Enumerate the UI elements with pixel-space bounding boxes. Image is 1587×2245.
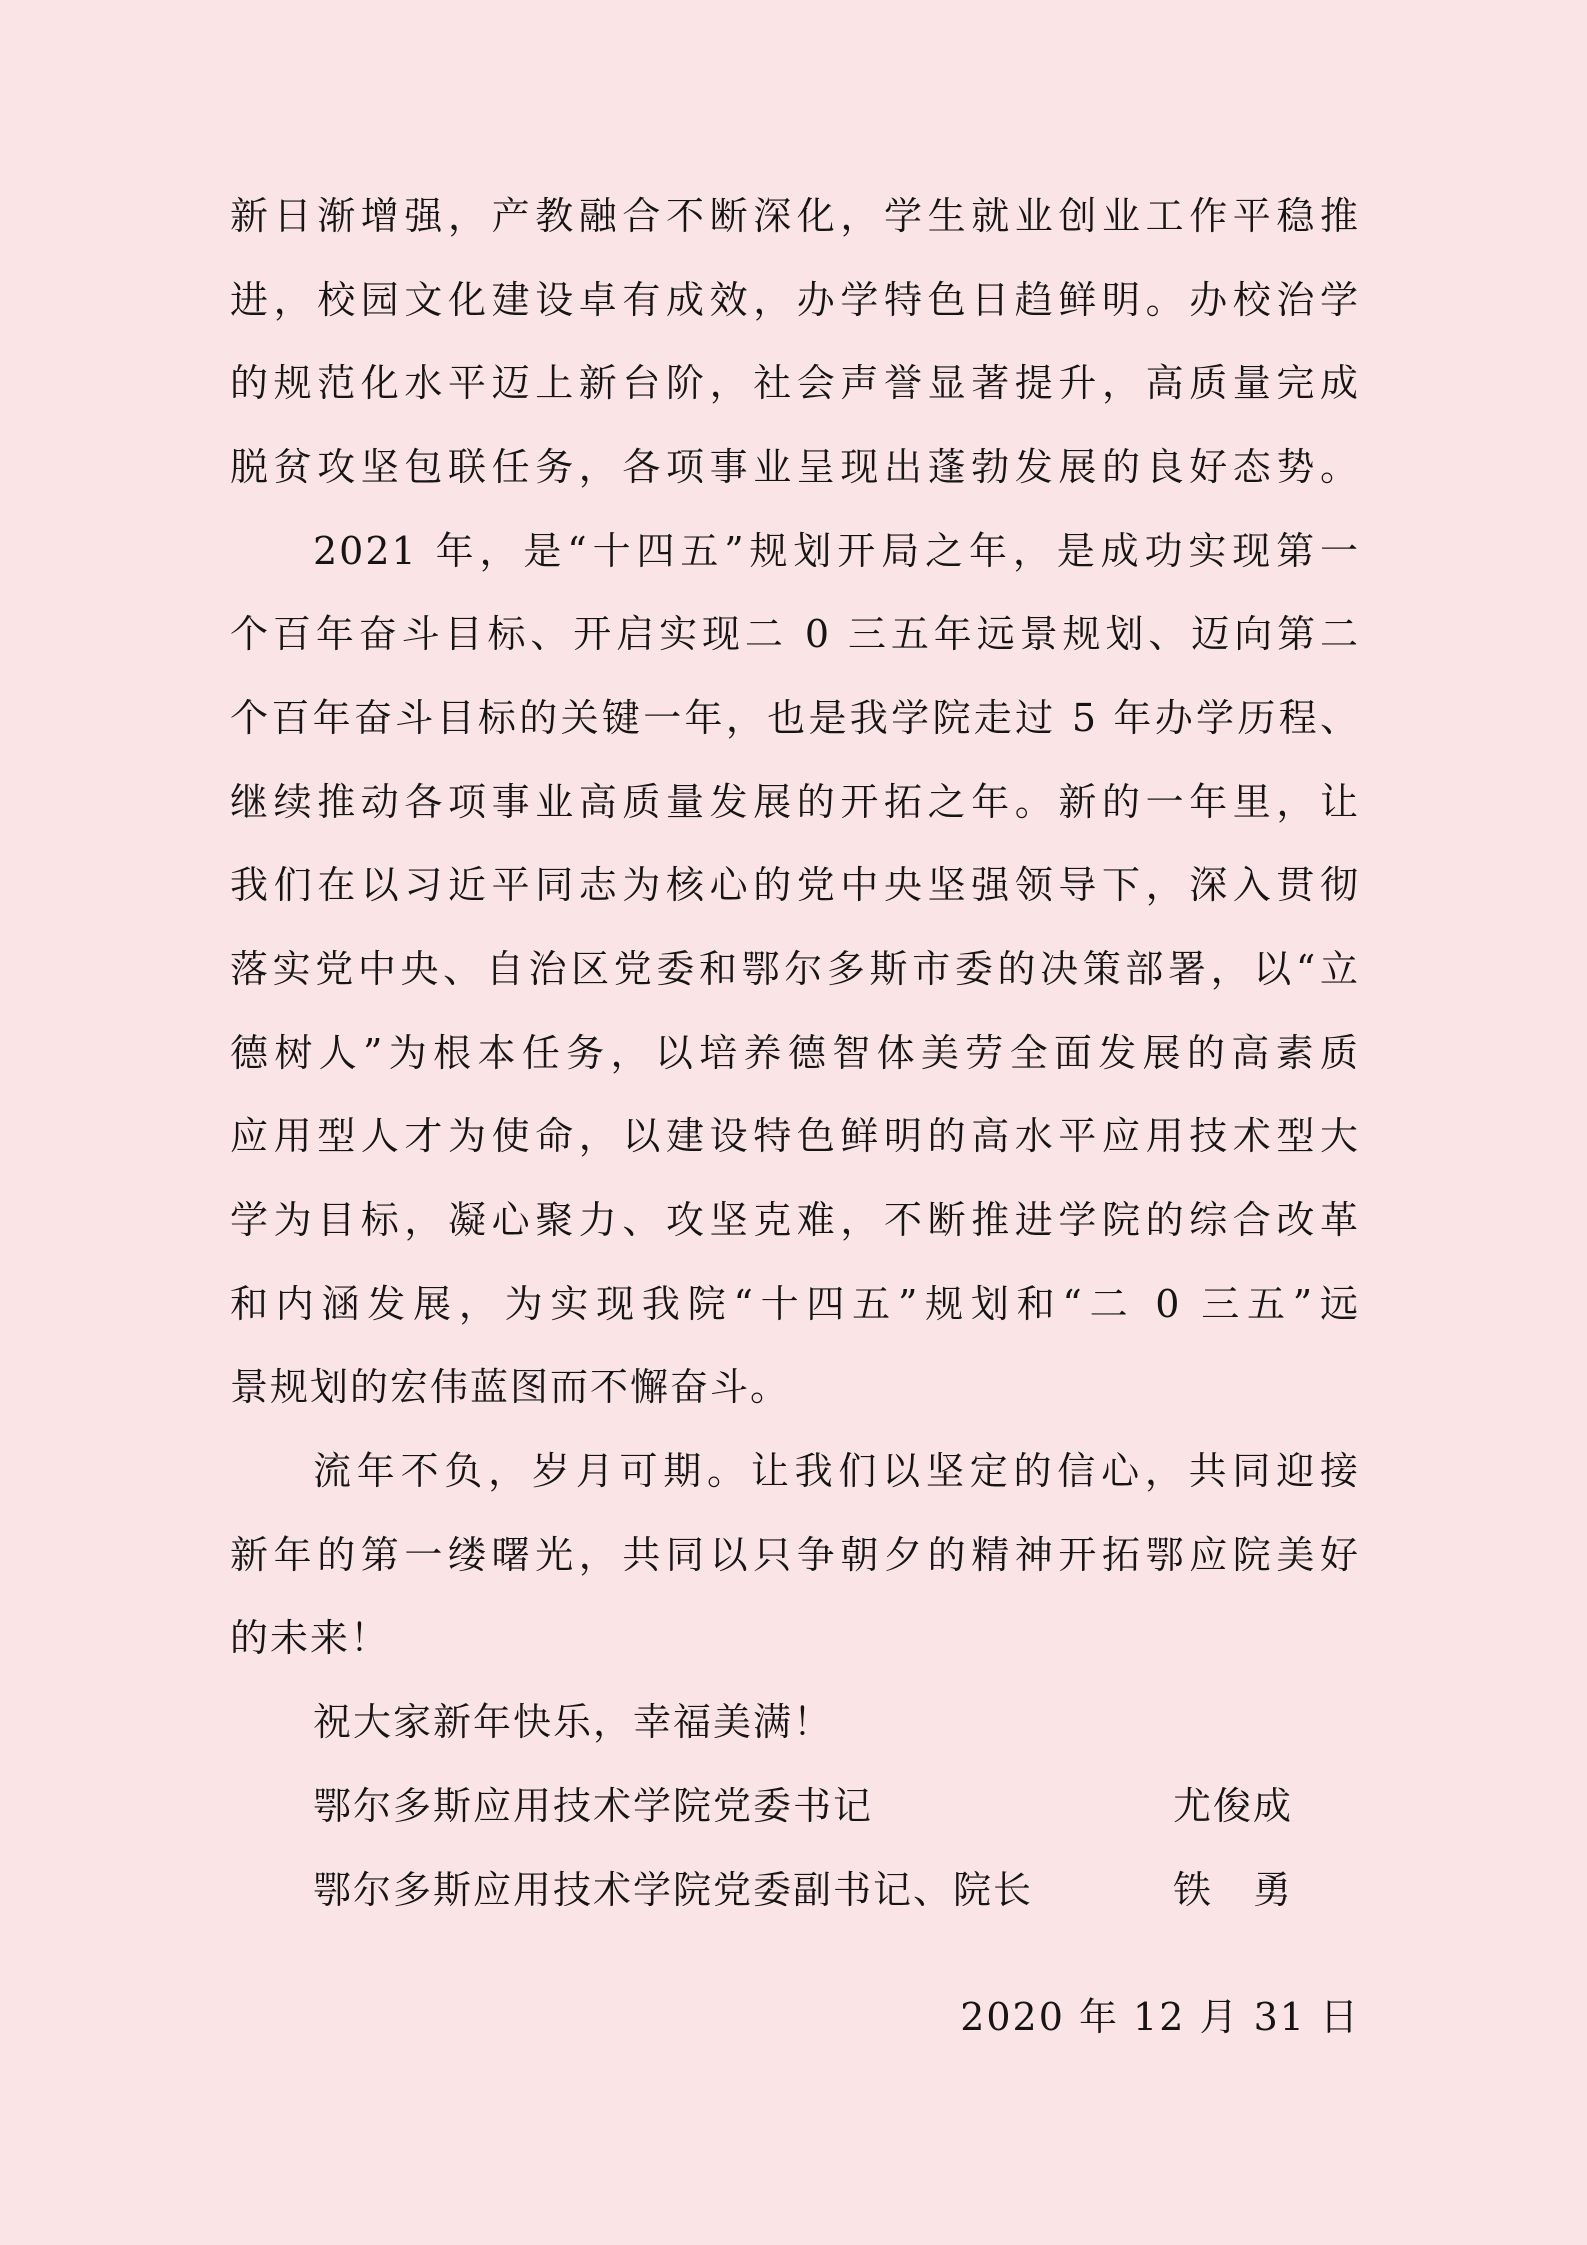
paragraph-line: 新年的第一缕曙光，共同以只争朝夕的精神开拓鄂应院美好 xyxy=(230,1533,1360,1577)
paragraph-line: 的未来！ xyxy=(230,1616,391,1660)
paragraph-line: 的规范化水平迈上新台阶，社会声誉显著提升，高质量完成 xyxy=(230,361,1360,405)
date-line: 2020 年 12 月 31 日 xyxy=(960,1995,1360,2039)
paragraph-line: 和内涵发展，为实现我院“十四五”规划和“二 0 三五”远 xyxy=(230,1282,1360,1326)
signature-name: 尤俊成 xyxy=(1173,1784,1294,1828)
signature-row xyxy=(313,1786,1360,1828)
paragraph-line: 落实党中央、自治区党委和鄂尔多斯市委的决策部署，以“立 xyxy=(230,947,1360,991)
signature-row xyxy=(313,1870,1360,1912)
paragraph-line: 进，校园文化建设卓有成效，办学特色日趋鲜明。办校治学 xyxy=(230,278,1360,322)
paragraph-line: 景规划的宏伟蓝图而不懈奋斗。 xyxy=(230,1365,791,1409)
paragraph-line: 应用型人才为使命，以建设特色鲜明的高水平应用技术型大 xyxy=(230,1114,1360,1158)
paragraph-line: 我们在以习近平同志为核心的党中央坚强领导下，深入贯彻 xyxy=(230,863,1360,907)
paragraph-line: 脱贫攻坚包联任务，各项事业呈现出蓬勃发展的良好态势。 xyxy=(230,445,1360,489)
paragraph-line: 个百年奋斗目标的关键一年，也是我学院走过 5 年办学历程、 xyxy=(230,696,1360,740)
paragraph-line: 2021 年，是“十四五”规划开局之年，是成功实现第一 xyxy=(313,529,1360,573)
paragraph-line: 流年不负，岁月可期。让我们以坚定的信心，共同迎接 xyxy=(313,1449,1360,1493)
paragraph-line: 个百年奋斗目标、开启实现二 0 三五年远景规划、迈向第二 xyxy=(230,612,1360,656)
signature-title: 鄂尔多斯应用技术学院党委书记 xyxy=(313,1784,874,1828)
paragraph-line: 学为目标，凝心聚力、攻坚克难，不断推进学院的综合改革 xyxy=(230,1198,1360,1242)
signature-title: 鄂尔多斯应用技术学院党委副书记、院长 xyxy=(313,1868,1034,1912)
paragraph-line: 继续推动各项事业高质量发展的开拓之年。新的一年里，让 xyxy=(230,780,1360,824)
paragraph-line: 新日渐增强，产教融合不断深化，学生就业创业工作平稳推 xyxy=(230,194,1360,238)
signature-name: 铁勇 xyxy=(1173,1868,1334,1912)
greeting-line: 祝大家新年快乐，幸福美满！ xyxy=(313,1700,834,1744)
paragraph-line: 德树人”为根本任务，以培养德智体美劳全面发展的高素质 xyxy=(230,1031,1360,1075)
